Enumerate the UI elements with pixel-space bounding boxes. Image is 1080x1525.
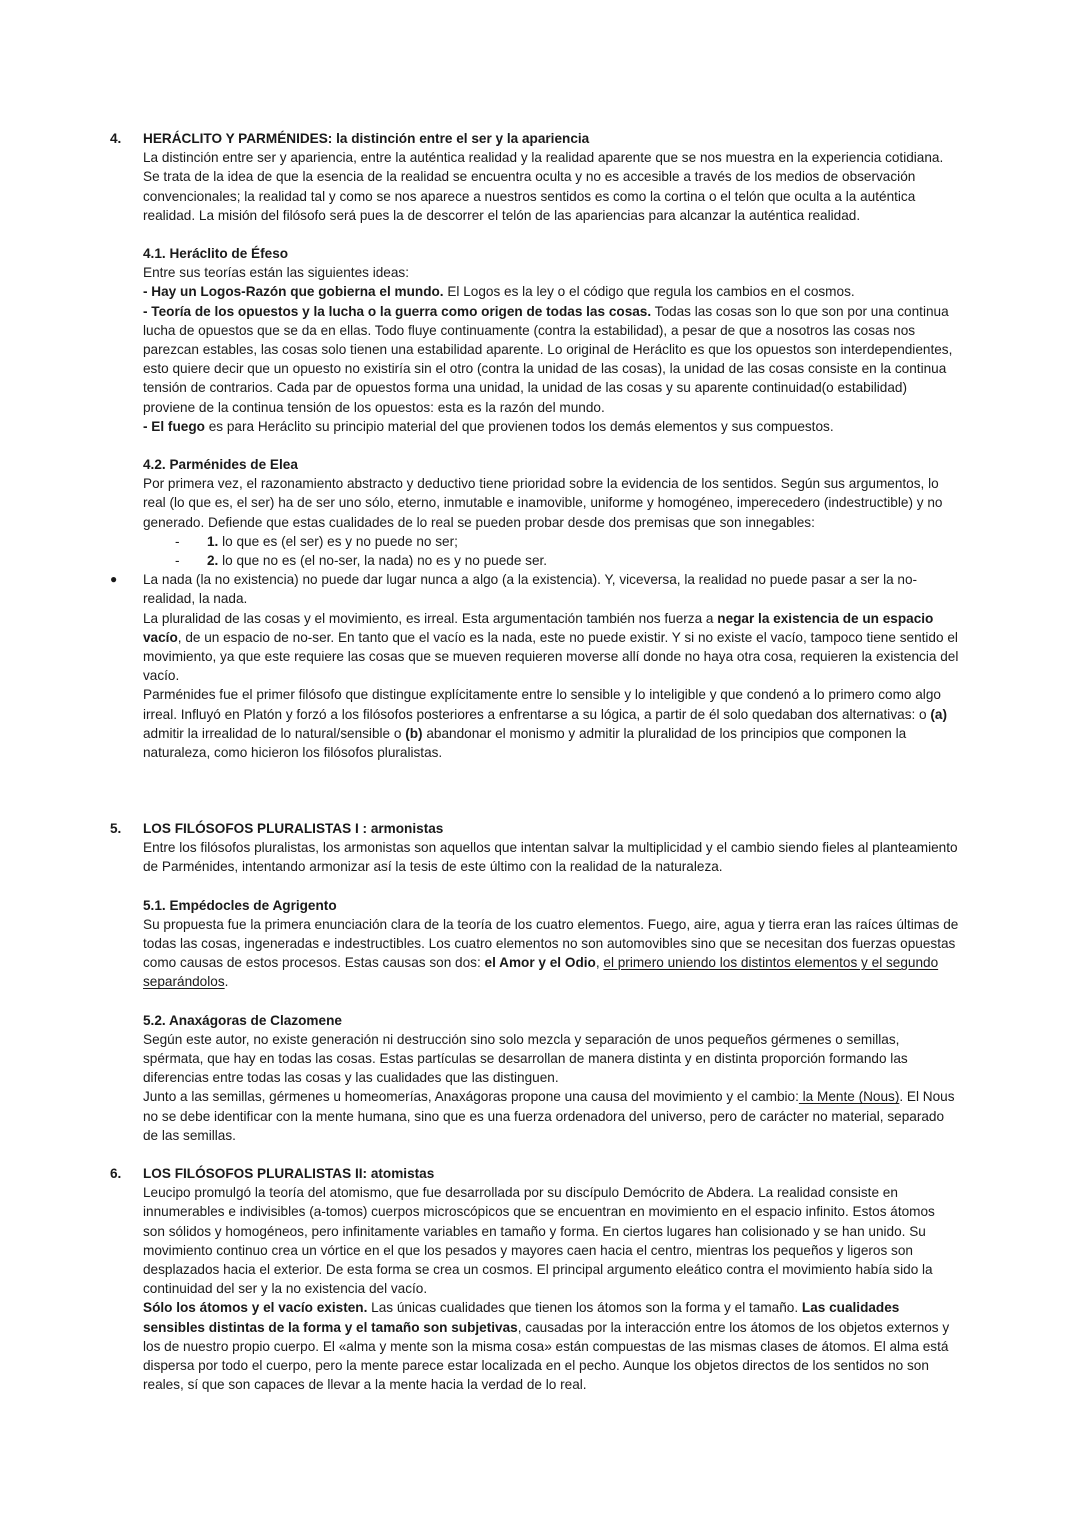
paragraph: Entre los filósofos pluralistas, los armonistas son aquellos que intentan salvar la multiplicidad y el cambio siendo fieles al planteamiento de Parménides, intentando armonizar así la tesis de este último con la realidad de la naturaleza. bbox=[143, 840, 958, 875]
paragraph: La distinción entre ser y apariencia, entre la auténtica realidad y la realidad aparente que se nos muestra en la experiencia cotidiana. Se trata de la idea de que la esencia de la realidad se encuentra oculta y no es accesible a través de los medios de observación convencionales; la realidad tal y como se nos aparece a nuestros sentidos es como la cortina o el telón que oculta a la auténtica realidad. La misión del filósofo será pues la de descorrer el telón de las apariencias para alcanzar la auténtica realidad. bbox=[143, 150, 944, 223]
paragraph: Su propuesta fue la primera enunciación clara de la teoría de los cuatro elementos. Fuego, aire, agua y tierra eran las raíces últimas de todas las cosas, ingeneradas e indestructibles. Los cuatro elementos no son automovibles sino que se necesitan dos fuerzas opuestas como causas de estos procesos. Estas causas son dos: el Amor y el Odio, el primero uniendo los distintos elementos y el segundo separándolos. bbox=[143, 916, 959, 990]
section-5 bbox=[110, 819, 960, 1145]
subsection-title: 4.2. Parménides de Elea bbox=[143, 457, 298, 473]
paragraph: Según este autor, no existe generación ni destrucción sino solo mezcla y separación de unos pequeños gérmenes o semillas, spérmata, que hay en todas las cosas. Estas partículas se desarrollan de manera distinta y en distinta proporción formando las diferencias entre todas las cosas y las cualidades que las distinguen. bbox=[143, 1031, 908, 1086]
section-title: LOS FILÓSOFOS PLURALISTAS II: atomistas bbox=[143, 1166, 435, 1181]
paragraph: - El fuego es para Heráclito su principio material del que provienen todos los demás elementos y sus compuestos. bbox=[143, 418, 834, 434]
list-item: - 2. lo que no es (el no-ser, la nada) no es y no puede ser. bbox=[143, 551, 960, 570]
paragraph: Por primera vez, el razonamiento abstracto y deductivo tiene prioridad sobre la evidencia de los sentidos. Según sus argumentos, lo real (lo que es, el ser) ha de ser uno sólo, eterno, inmutable e inamovible, uniforme y homogéneo, imperecedero (indestructible) y no generado. Defiende que estas cualidades de lo real se pueden probar desde dos premisas que son innegables: bbox=[143, 476, 943, 530]
paragraph: - Teoría de los opuestos y la lucha o la guerra como origen de todas las cosas. Todas las cosas son lo que son por una continua lucha de opuestos que se da en ellas. Todo fluye continuamente (contra la estabilidad), a pesar de que a nosotros las cosas nos parezcan estables, las cosas solo tienen una estabilidad aparente. Lo original de Heráclito es que los opuestos son interdependientes, esto quiere decir que un opuesto no existiría sin el otro (contra la unidad de las cosas), la unidad de las cosas consiste en la continua tensión de contrarios. Cada par de opuestos forma una unidad, la unidad de las cosas y su aparente continuidad(o estabilidad) proviene de la continua tensión de los opuestos: esta es la razón del mundo. bbox=[143, 303, 953, 415]
subsection-title: 4.1. Heráclito de Éfeso bbox=[143, 246, 289, 262]
paragraph: - Hay un Logos-Razón que gobierna el mundo. El Logos es la ley o el código que regula los cambios en el cosmos. bbox=[143, 284, 855, 300]
underlined-text: el primero uniendo los distintos elementos y el segundo separándolos bbox=[143, 955, 939, 990]
list-item: - 1. lo que es (el ser) es y no puede no ser; bbox=[143, 532, 960, 551]
bullet-item: ● La nada (la no existencia) no puede dar lugar nunca a algo (a la existencia). Y, viceversa, la realidad no puede pasar a ser la no-realidad, la nada. bbox=[110, 572, 918, 607]
underlined-text: la Mente (Nous) bbox=[798, 1089, 900, 1105]
paragraph: Sólo los átomos y el vacío existen. Las únicas cualidades que tienen los átomos son la forma y el tamaño. Las cualidades sensibles distintas de la forma y el tamaño son subjetivas, causadas por la interacción entre los átomos de los objetos externos y los de nuestro propio cuerpo. El «alma y mente son la misma cosa» están compuestas de las mismas clases de átomos. El alma está dispersa por todo el cuerpo, pero la mente parece estar localizada en el pecho. Aunque los objetos directos de los sentidos no son reales, sí que son capaces de llevar a la mente hacia la verdad de lo real. bbox=[143, 1300, 950, 1393]
bold-text: - El fuego bbox=[143, 418, 205, 434]
bold-text: - Hay un Logos-Razón que gobierna el mundo. bbox=[143, 284, 444, 300]
bold-text: - Teoría de los opuestos y la lucha o la guerra como origen de todas las cosas. bbox=[143, 303, 652, 319]
dash-marker: - bbox=[175, 553, 180, 569]
paragraph: La pluralidad de las cosas y el movimiento, es irreal. Esta argumentación también nos fuerza a negar la existencia de un espacio vacío, de un espacio de no-ser. En tanto que el vacío es la nada, este no puede existir. Y si no existe el vacío, tampoco tiene sentido el movimiento, ya que este requiere las cosas que se mueven requieren moverse allí donde no haya otra cosa, requieren la existencia del vacío. bbox=[143, 610, 959, 684]
dash-marker: - bbox=[175, 533, 180, 549]
section-number: 5. bbox=[110, 821, 122, 836]
section-number: 6. bbox=[110, 1166, 122, 1181]
section-4 bbox=[110, 129, 960, 762]
paragraph: Entre sus teorías están las siguientes ideas: bbox=[143, 265, 409, 281]
section-title: LOS FILÓSOFOS PLURALISTAS I : armonistas bbox=[143, 821, 444, 836]
subsection-title: 5.2. Anaxágoras de Clazomene bbox=[143, 1012, 342, 1028]
section-number: 4. bbox=[110, 131, 122, 146]
section-6 bbox=[110, 1164, 960, 1394]
bullet-marker: ● bbox=[110, 572, 118, 587]
paragraph: Junto a las semillas, gérmenes u homeomerías, Anaxágoras propone una causa del movimiento y el cambio: la Mente (Nous). El Nous no se debe identificar con la mente humana, sino que es una fuerza ordenadora del universo, pero de carácter no material, separado de las semillas. bbox=[143, 1089, 955, 1143]
paragraph: Leucipo promulgó la teoría del atomismo, que fue desarrollada por su discípulo Demócrito de Abdera. La realidad consiste en innumerables e indivisibles (a-tomos) cuerpos microscópicos que se encuentran en movimiento en el espacio infinito. Estos átomos son sólidos y homogéneos, pero infinitamente variables en tamaño y forma. En ciertos lugares han colisionado y se han unido. Su movimiento continuo crea un vórtice en el que los pesados y mayores caen hacia el centro, mientras los pequeños y ligeros son desplazados hacia el exterior. De esta forma se crea un cosmos. El principal argumento eleático contra el movimiento había sido la continuidad del ser y la no existencia del vacío. bbox=[143, 1185, 935, 1297]
paragraph: Parménides fue el primer filósofo que distingue explícitamente entre lo sensible y lo inteligible y que condenó a lo primero como algo irreal. Influyó en Platón y forzó a los filósofos posteriores a enfrentarse a su lógica, a partir de él solo quedaban dos alternativas: o (a) admitir la irrealidad de lo natural/sensible o (b) abandonar el monismo y admitir la pluralidad de los principios que componen la naturaleza, como hicieron los filósofos pluralistas. bbox=[143, 687, 948, 761]
section-title: HERÁCLITO Y PARMÉNIDES: la distinción entre el ser y la apariencia bbox=[143, 131, 590, 146]
subsection-title: 5.1. Empédocles de Agrigento bbox=[143, 897, 337, 913]
